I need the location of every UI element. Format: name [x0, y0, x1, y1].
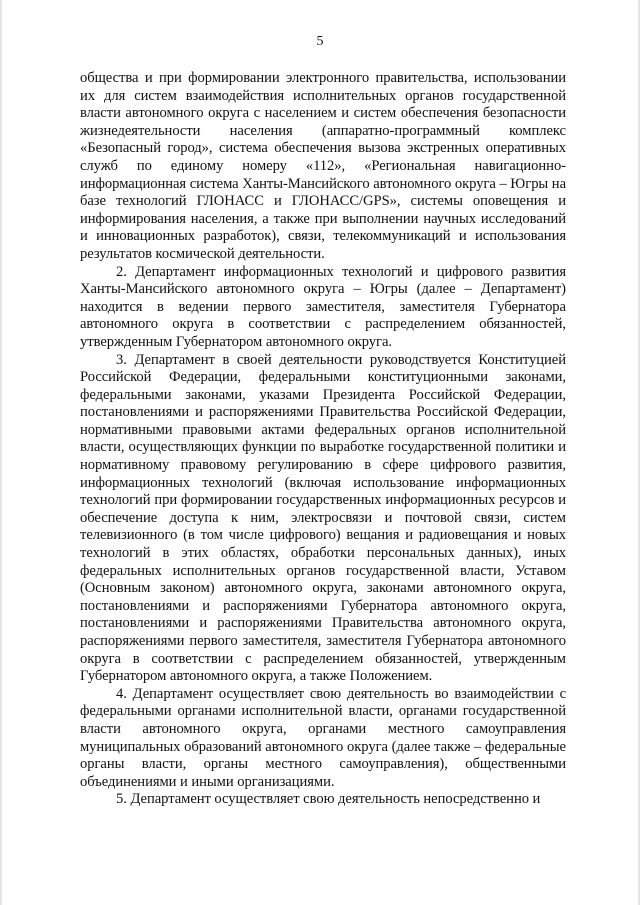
page-left-edge [0, 0, 2, 905]
paragraph-continuation: общества и при формировании электронного правительства, использовании их для систем взаимодействия исполнительных органов государственной власти автономного округа с населением и систем обеспечения безопасности жизнедеятельности населения (аппаратно-программный комплекс «Безопасный город», система обеспечения вызова экстренных оперативных служб по единому номеру «112», «Региональная навигационно-информационная система Ханты-Мансийского автономного округа – Югры на базе технологий ГЛОНАСС и ГЛОНАСС/GPS», системы оповещения и информирования населения, а также при выполнении научных исследований и инновационных разработок), связи, телекоммуникаций и использования результатов космической деятельности. [80, 70, 566, 262]
paragraph-4: 4. Департамент осуществляет свою деятельность во взаимодействии с федеральными органами исполнительной власти, органами государственной власти автономного округа, органами местного самоуправления муниципальных образований автономного округа (далее также – федеральные органы власти, органы местного самоуправления), общественными объединениями и иными организациями. [80, 685, 566, 790]
document-body [80, 70, 566, 809]
paragraph-5: 5. Департамент осуществляет свою деятельность непосредственно и [116, 791, 541, 808]
paragraph-3: 3. Департамент в своей деятельности руководствуется Конституцией Российской Федерации, федеральными конституционными законами, федеральными законами, указами Президента Российской Федерации, постановлениями и распоряжениями Правительства Российской Федерации, нормативными правовыми актами федеральных органов исполнительной власти, осуществляющих функции по выработке государственной политики и нормативному правовому регулированию в сфере цифрового развития, информационных технологий (включая использование информационных технологий при формировании государственных информационных ресурсов и обеспечение доступа к ним, электросвязи и почтовой связи, систем телевизионного (в том числе цифрового) вещания и радиовещания и новых технологий в этих областях, обработки персональных данных), иных федеральных исполнительных органов государственной власти, Уставом (Основным законом) автономного округа, законами автономного округа, постановлениями и распоряжениями Губернатора автономного округа, постановлениями и распоряжениями Правительства автономного округа, распоряжениями первого заместителя, заместителя Губернатора автономного округа в соответствии с распределением обязанностей, утвержденным Губернатором автономного округа, а также Положением. [80, 351, 566, 685]
paragraph-2: 2. Департамент информационных технологий и цифрового развития Ханты-Мансийского автономного округа – Югры (далее – Департамент) находится в ведении первого заместителя, заместителя Губернатора автономного округа в соответствии с распределением обязанностей, утвержденным Губернатором автономного округа. [80, 263, 566, 350]
page-number: 5 [316, 34, 324, 49]
